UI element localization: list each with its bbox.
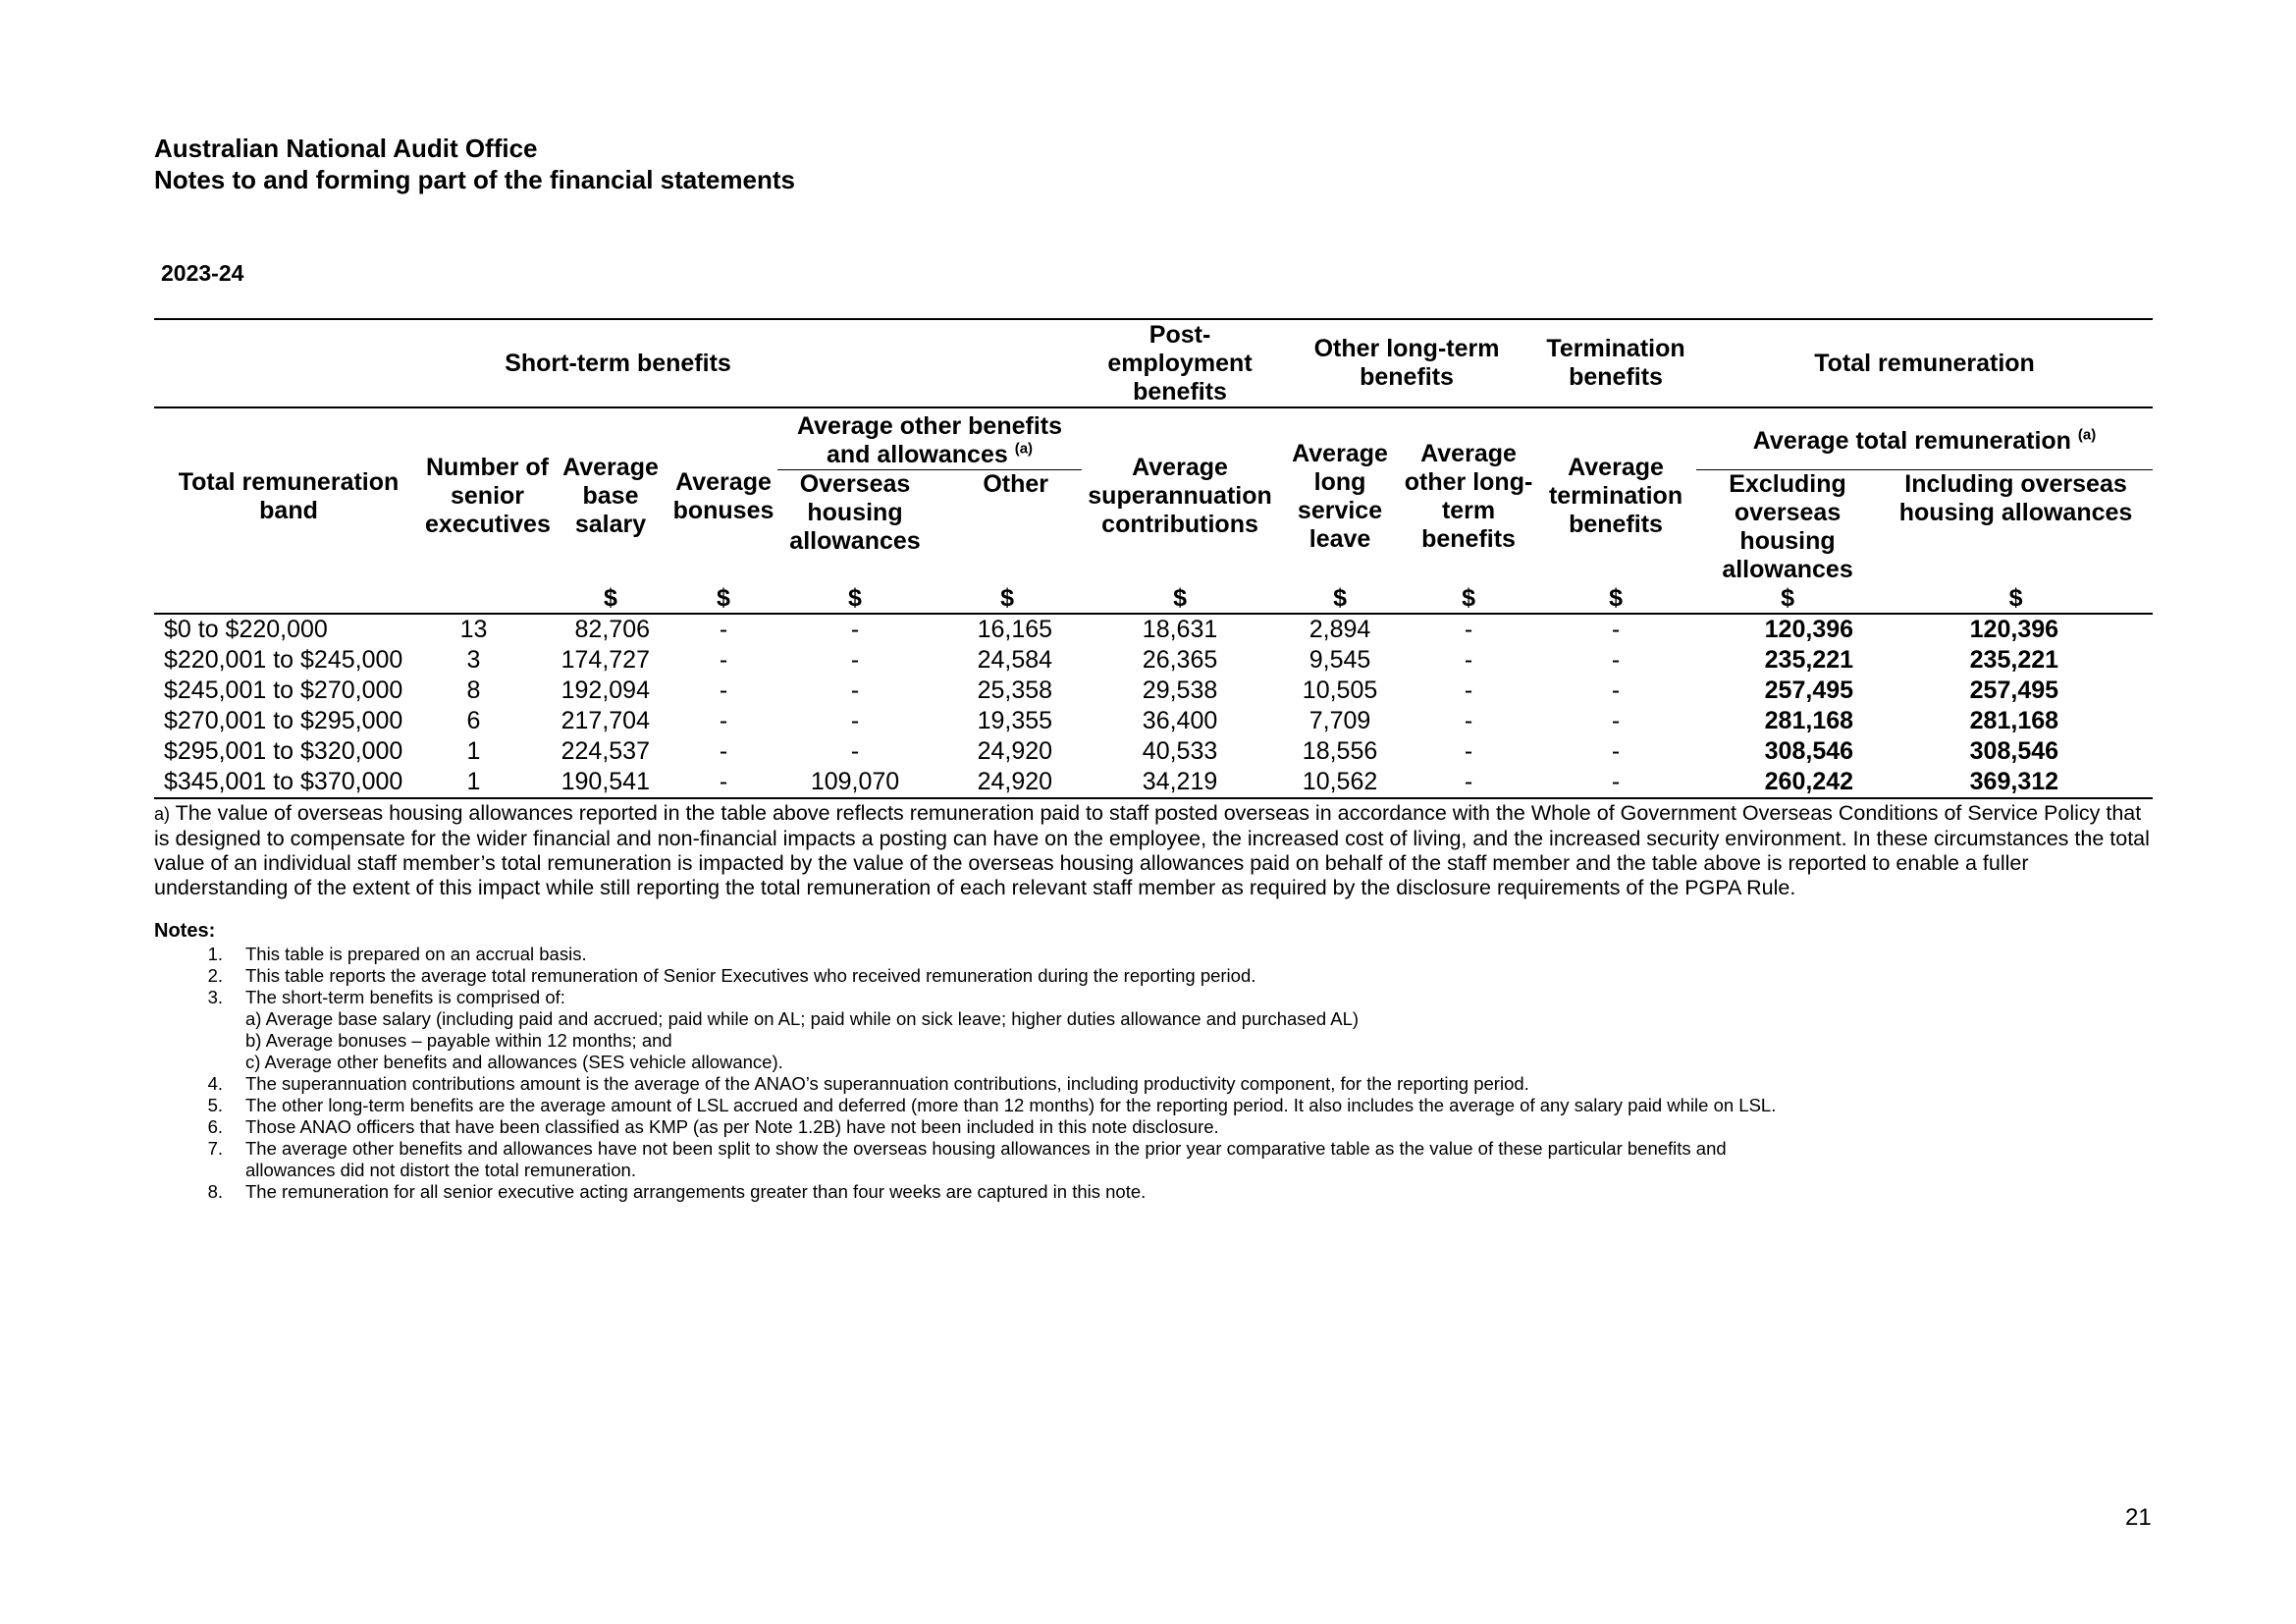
col-header-other-lt: Average other long-term benefits [1404,439,1533,553]
note-number: 8. [207,1181,223,1202]
note-line: The remuneration for all senior executive acting arrangements greater than four weeks are captured in this note. [245,1181,1147,1202]
note-line: The short-term benefits is comprised of: [245,987,565,1007]
cell-lsl: 7,709 [1308,707,1371,734]
cell-overseas: 109,070 [777,767,933,798]
note-number: 1. [207,944,223,964]
cell-excl: 120,396 [1764,616,1854,643]
cell-band: $270,001 to $295,000 [164,707,403,734]
currency-symbol: $ [2008,584,2023,612]
footnote-text: The value of overseas housing allowances reported in the table above reflects remuneration paid to staff posted overseas in accordance with the Whole of Government Overseas Conditions of Service Policy that is designed to compensate for the wider financial and non-financial impacts a posting can have on the employee, the increased cost of living, and the increased security environment. In these circumstances the total value of an individual staff member’s total remuneration is impacted by the value of the overseas housing allowances paid on behalf of the staff member and the table above is reported to enable a fuller understanding of the extent of this impact while still reporting the total remuneration of each relevant staff member as required by the disclosure requirements of the PGPA Rule. [154,801,2150,899]
notes-title: Notes: [154,920,216,942]
col-header-lsl: Average long service leave [1292,439,1388,553]
cell-base: 192,094 [561,677,650,704]
cell-other-lt: - [1464,737,1473,765]
note-line: c) Average other benefits and allowances (SES vehicle allowance). [245,1052,783,1072]
table-row [154,645,2153,676]
cell-super: 29,538 [1142,677,1218,704]
note-line: This table reports the average total remuneration of Senior Executives who received remuneration during the reporting period. [245,965,1256,986]
page-number: 21 [2125,1504,2152,1531]
cell-number: 6 [466,707,481,734]
footnote-marker: a) [154,804,171,824]
note-item [154,1116,2153,1138]
note-line: The other long-term benefits are the average amount of LSL accrued and deferred (more than 12 months) for the reporting period. It also includes the average of any salary paid while on LSL. [245,1095,1777,1115]
note-item [154,965,2153,987]
cell-termination: - [1611,677,1621,704]
currency-symbol: $ [604,584,617,612]
cell-bonuses: - [719,707,728,734]
cell-bonuses: - [669,767,777,798]
cell-overseas: - [850,737,860,765]
group-header-row [154,319,2153,407]
col-header-bonuses: Average bonuses [672,467,774,524]
cell-bonuses: - [719,737,728,765]
note-item [154,1138,2153,1181]
note-text [245,965,2153,987]
cell-lsl: 10,562 [1278,767,1402,798]
note-item [154,1073,2153,1095]
footnote-a [154,801,2153,900]
col-header-base: Average base salary [562,454,659,538]
note-text [245,987,2153,1073]
cell-other: 19,355 [977,707,1053,734]
cell-base: 217,704 [561,707,650,734]
currency-symbol: $ [1781,584,1794,612]
cell-number: 8 [466,677,481,704]
cell-overseas: - [850,646,860,674]
cell-base: 224,537 [561,737,650,765]
cell-other-lt: - [1464,677,1473,704]
cell-other-lt: - [1464,616,1473,643]
cell-base: 190,541 [552,767,669,798]
cell-termination: - [1611,646,1621,674]
cell-excl: 260,242 [1696,767,1879,798]
cell-incl: 120,396 [1969,616,2059,643]
document-header [154,133,795,195]
subgroup-header-other-benefits: Average other benefits and allowances $^{(a)}$ [777,407,1082,470]
cell-lsl: 10,505 [1302,677,1378,704]
cell-overseas: - [850,616,860,643]
reporting-year: 2023-24 [161,260,244,286]
group-header-total: Total remuneration [1814,349,2035,377]
cell-excl: 257,495 [1764,677,1854,704]
note-line: The superannuation contributions amount is the average of the ANAO’s superannuation contributions, including productivity component, for the reporting period. [245,1073,1529,1094]
cell-incl: 281,168 [1969,707,2059,734]
note-line: a) Average base salary (including paid and accrued; paid while on AL; paid while on sick leave; higher duties allowance and purchased AL) [245,1008,1360,1029]
note-text [245,1181,2153,1203]
table-row [154,736,2153,767]
org-name: Australian National Audit Office [154,134,538,163]
note-text [245,944,2153,965]
col-header-incl: Including overseas housing allowances [1898,470,2133,526]
cell-super: 26,365 [1142,646,1218,674]
notes-section [154,920,2153,1203]
note-number: 3. [207,987,223,1007]
note-text [245,1073,2153,1095]
currency-symbol: $ [1173,584,1187,612]
note-number: 6. [207,1116,223,1137]
cell-number: 13 [459,616,488,643]
subgroup-header-row [154,407,2153,470]
cell-incl: 369,312 [1879,767,2153,798]
cell-number: 3 [466,646,481,674]
cell-excl: 281,168 [1764,707,1854,734]
cell-other: 25,358 [977,677,1053,704]
cell-excl: 235,221 [1764,646,1854,674]
group-header-post-employment: Post-employment benefits [1107,320,1253,406]
col-header-band: Total remuneration band [178,467,400,524]
col-header-excl: Excluding overseas housing allowances [1722,470,1853,583]
group-header-termination: Termination benefits [1546,335,1685,391]
cell-band: $220,001 to $245,000 [164,646,403,674]
cell-lsl: 2,894 [1308,616,1371,643]
table-row [154,706,2153,736]
table-row [154,676,2153,706]
cell-band: $345,001 to $370,000 [154,767,423,798]
cell-incl: 257,495 [1969,677,2059,704]
note-item [154,944,2153,965]
col-header-number: Number of senior executives [425,454,551,538]
note-text [245,1116,2153,1138]
cell-super: 36,400 [1142,707,1218,734]
note-line: allowances did not distort the total remuneration. [245,1160,636,1180]
table-body [154,614,2153,798]
cell-termination: - [1611,616,1621,643]
cell-number: 1 [423,767,552,798]
currency-symbol: $ [1609,584,1623,612]
cell-number: 1 [466,737,481,765]
note-line: The average other benefits and allowances have not been split to show the overseas housing allowances in the prior year comparative table as the value of these particular benefits and [245,1138,1727,1159]
cell-overseas: - [850,707,860,734]
cell-lsl: 9,545 [1308,646,1371,674]
cell-super: 34,219 [1082,767,1278,798]
cell-other: 24,920 [977,737,1053,765]
cell-other: 16,165 [977,616,1053,643]
cell-other: 24,920 [933,767,1082,798]
col-header-overseas: Overseas housing allowances [789,470,921,555]
cell-overseas: - [850,677,860,704]
cell-other-lt: - [1464,707,1473,734]
currency-symbol: $ [1333,584,1347,612]
cell-lsl: 18,556 [1302,737,1378,765]
note-line: b) Average bonuses – payable within 12 months; and [245,1030,672,1051]
currency-symbol: $ [717,584,730,612]
currency-row [154,584,2153,614]
cell-incl: 308,546 [1969,737,2059,765]
note-number: 7. [207,1138,223,1159]
cell-super: 40,533 [1142,737,1218,765]
note-item [154,1181,2153,1203]
cell-band: $245,001 to $270,000 [164,677,403,704]
cell-termination: - [1611,707,1621,734]
cell-other: 24,584 [977,646,1053,674]
col-header-other: Other [983,470,1049,498]
cell-band: $0 to $220,000 [164,616,328,643]
currency-symbol: $ [1462,584,1475,612]
cell-termination: - [1611,737,1621,765]
cell-other-lt: - [1402,767,1535,798]
note-item [154,1095,2153,1116]
group-header-short-term: Short-term benefits [505,349,731,377]
cell-bonuses: - [719,677,728,704]
notes-list [154,944,2153,1203]
note-number: 2. [207,965,223,986]
cell-other-lt: - [1464,646,1473,674]
currency-symbol: $ [848,584,862,612]
note-item [154,987,2153,1073]
note-number: 5. [207,1095,223,1115]
cell-incl: 235,221 [1969,646,2059,674]
note-line: Those ANAO officers that have been classified as KMP (as per Note 1.2B) have not been included in this note disclosure. [245,1116,1219,1137]
remuneration-table [154,318,2153,799]
col-header-super: Average superannuation contributions [1088,454,1272,538]
cell-super: 18,631 [1142,616,1218,643]
cell-base: 174,727 [561,646,650,674]
subgroup-header-avg-total: Average total remuneration $^{(a)}$ [1696,407,2153,470]
group-header-other-long-term: Other long-term benefits [1313,335,1500,391]
currency-symbol: $ [1000,584,1014,612]
cell-bonuses: - [719,646,728,674]
note-line: This table is prepared on an accrual basis. [245,944,587,964]
cell-bonuses: - [719,616,728,643]
col-header-termination: Average termination benefits [1548,454,1683,538]
table-row [154,614,2153,645]
note-text [245,1138,2153,1181]
note-text [245,1095,2153,1116]
table-row [154,767,2153,798]
cell-termination: - [1535,767,1696,798]
note-number: 4. [207,1073,223,1094]
document-subtitle: Notes to and forming part of the financial statements [154,165,795,194]
cell-base: 82,706 [574,616,650,643]
cell-band: $295,001 to $320,000 [164,737,403,765]
cell-excl: 308,546 [1764,737,1854,765]
